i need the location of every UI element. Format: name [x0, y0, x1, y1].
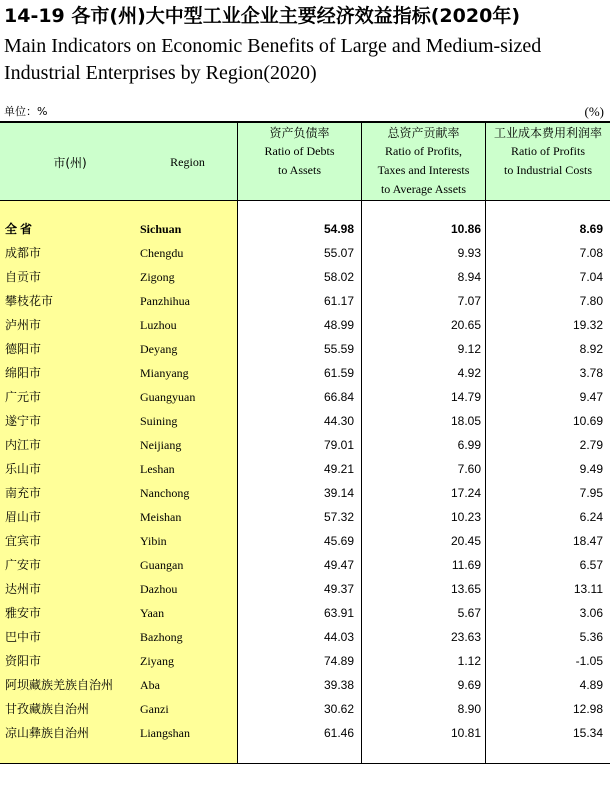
- row-region-chinese: 宜宾市: [5, 534, 42, 548]
- row-region-chinese: 南充市: [5, 486, 42, 500]
- row-contribution-ratio: 1.12: [457, 654, 481, 668]
- row-contribution-ratio: 18.05: [450, 414, 481, 428]
- table-row: [0, 673, 610, 697]
- row-profit-ratio: 13.11: [573, 582, 603, 596]
- row-contribution-ratio: 6.99: [457, 438, 481, 452]
- header-debt-ratio: [238, 124, 361, 180]
- table-bottom-rule: [0, 763, 610, 764]
- row-debt-ratio: 61.17: [323, 294, 354, 308]
- page-title-english-line-1: Main Indicators on Economic Benefits of Large and Medium-sized: [4, 35, 542, 57]
- row-contribution-ratio: 7.07: [457, 294, 481, 308]
- header-debt-ratio-english: Ratio of Debts to Assets: [264, 144, 335, 177]
- row-profit-ratio: 5.36: [579, 630, 603, 644]
- row-profit-ratio: 8.69: [579, 222, 603, 236]
- row-contribution-ratio: 5.67: [457, 606, 481, 620]
- row-region-chinese: 阿坝藏族羌族自治州: [5, 678, 114, 692]
- row-contribution-ratio: 20.45: [450, 534, 481, 548]
- row-region-english: Aba: [140, 678, 160, 692]
- table-row: [0, 457, 610, 481]
- row-contribution-ratio: 9.93: [457, 246, 481, 260]
- row-region-english: Mianyang: [140, 366, 189, 380]
- header-contribution-ratio: [362, 124, 485, 199]
- row-contribution-ratio: 20.65: [450, 318, 481, 332]
- table-body: [0, 217, 610, 745]
- row-region-english: Yibin: [140, 534, 167, 548]
- table-row: [0, 409, 610, 433]
- table-row: [0, 553, 610, 577]
- row-region-english: Leshan: [140, 462, 175, 476]
- row-debt-ratio: 61.59: [323, 366, 354, 380]
- row-debt-ratio: 39.14: [323, 486, 354, 500]
- row-profit-ratio: 7.80: [579, 294, 603, 308]
- unit-label-english: (%): [584, 104, 604, 119]
- row-region-english: Deyang: [140, 342, 178, 356]
- row-debt-ratio: 74.89: [323, 654, 354, 668]
- row-debt-ratio: 61.46: [323, 726, 354, 740]
- row-contribution-ratio: 7.60: [457, 462, 481, 476]
- row-contribution-ratio: 9.69: [457, 678, 481, 692]
- row-region-chinese: 甘孜藏族自治州: [5, 702, 90, 716]
- table-row: [0, 361, 610, 385]
- row-region-english: Chengdu: [140, 246, 184, 260]
- table-row: [0, 697, 610, 721]
- row-region-english: Guangan: [140, 558, 184, 572]
- table-row-province-total: [0, 217, 610, 241]
- row-profit-ratio: 15.34: [572, 726, 603, 740]
- row-debt-ratio: 54.98: [323, 222, 354, 236]
- row-contribution-ratio: 10.86: [450, 222, 481, 236]
- row-region-english: Luzhou: [140, 318, 177, 332]
- row-region-chinese: 攀枝花市: [5, 294, 54, 308]
- row-region-chinese: 乐山市: [5, 462, 42, 476]
- row-debt-ratio: 44.30: [323, 414, 354, 428]
- row-debt-ratio: 30.62: [323, 702, 354, 716]
- row-contribution-ratio: 11.69: [451, 558, 481, 572]
- header-profit-ratio: [486, 124, 610, 180]
- table-row: [0, 241, 610, 265]
- table-row: [0, 433, 610, 457]
- row-region-english: Ganzi: [140, 702, 169, 716]
- row-region-chinese: 内江市: [5, 438, 42, 452]
- row-profit-ratio: 6.24: [579, 510, 603, 524]
- row-region-english: Bazhong: [140, 630, 183, 644]
- row-region-chinese: 眉山市: [5, 510, 42, 524]
- table-row: [0, 721, 610, 745]
- row-debt-ratio: 57.32: [323, 510, 354, 524]
- table-row: [0, 577, 610, 601]
- row-debt-ratio: 48.99: [323, 318, 354, 332]
- row-contribution-ratio: 13.65: [450, 582, 481, 596]
- row-region-english: Nanchong: [140, 486, 190, 500]
- row-region-english: Yaan: [140, 606, 165, 620]
- row-profit-ratio: 4.89: [579, 678, 603, 692]
- header-city-chinese: 市(州): [53, 156, 87, 170]
- row-region-chinese: 自贡市: [5, 270, 42, 284]
- row-contribution-ratio: 23.63: [450, 630, 481, 644]
- row-debt-ratio: 55.59: [323, 342, 354, 356]
- table-row: [0, 385, 610, 409]
- row-profit-ratio: 9.47: [579, 390, 603, 404]
- row-profit-ratio: 7.95: [579, 486, 603, 500]
- row-region-chinese: 达州市: [5, 582, 42, 596]
- page-title-chinese: 14-19 各市(州)大中型工业企业主要经济效益指标(2020年): [4, 5, 520, 27]
- table-row: [0, 601, 610, 625]
- unit-label: 单位：%: [4, 105, 48, 118]
- row-debt-ratio: 66.84: [323, 390, 354, 404]
- row-region-chinese: 凉山彝族自治州: [5, 726, 90, 740]
- row-region-english: Panzhihua: [140, 294, 190, 308]
- row-region-chinese: 全省: [5, 222, 36, 236]
- row-region-english: Meishan: [140, 510, 182, 524]
- row-contribution-ratio: 14.79: [450, 390, 481, 404]
- row-profit-ratio: 8.92: [579, 342, 603, 356]
- header-profit-ratio-english: Ratio of Profits to Industrial Costs: [503, 144, 592, 177]
- header-profit-ratio-chinese: 工业成本费用利润率: [493, 126, 602, 140]
- table-row: [0, 313, 610, 337]
- table-row: [0, 265, 610, 289]
- row-region-chinese: 成都市: [5, 246, 42, 260]
- page-title-english-line-2: Industrial Enterprises by Region(2020): [4, 62, 317, 84]
- row-contribution-ratio: 9.12: [457, 342, 481, 356]
- table-row: [0, 289, 610, 313]
- row-profit-ratio: 19.32: [572, 318, 603, 332]
- table-header-rule: [0, 200, 610, 201]
- header-debt-ratio-chinese: 资产负债率: [269, 126, 330, 140]
- row-debt-ratio: 79.01: [323, 438, 354, 452]
- row-profit-ratio: 9.49: [579, 462, 603, 476]
- row-region-chinese: 泸州市: [5, 318, 42, 332]
- header-region-english: Region: [170, 155, 205, 169]
- row-debt-ratio: 58.02: [323, 270, 354, 284]
- row-region-english: Suining: [140, 414, 178, 428]
- table-row: [0, 337, 610, 361]
- table-row: [0, 529, 610, 553]
- row-region-english: Ziyang: [140, 654, 174, 668]
- row-profit-ratio: 10.69: [572, 414, 603, 428]
- row-profit-ratio: 2.79: [579, 438, 603, 452]
- row-region-chinese: 巴中市: [5, 630, 42, 644]
- row-contribution-ratio: 10.23: [450, 510, 481, 524]
- row-debt-ratio: 45.69: [323, 534, 354, 548]
- row-region-chinese: 广元市: [5, 390, 42, 404]
- row-region-english: Neijiang: [140, 438, 182, 452]
- table-row: [0, 649, 610, 673]
- row-debt-ratio: 44.03: [323, 630, 354, 644]
- row-profit-ratio: 3.78: [579, 366, 603, 380]
- table-row: [0, 505, 610, 529]
- header-contribution-ratio-english: Ratio of Profits, Taxes and Interests to Average Assets: [377, 144, 470, 196]
- row-debt-ratio: 49.21: [323, 462, 354, 476]
- row-region-english: Liangshan: [140, 726, 190, 740]
- row-contribution-ratio: 8.90: [457, 702, 481, 716]
- row-debt-ratio: 49.37: [323, 582, 354, 596]
- table-row: [0, 481, 610, 505]
- row-region-chinese: 资阳市: [5, 654, 42, 668]
- row-contribution-ratio: 4.92: [457, 366, 481, 380]
- row-debt-ratio: 49.47: [323, 558, 354, 572]
- row-profit-ratio: -1.05: [575, 654, 603, 668]
- row-region-chinese: 遂宁市: [5, 414, 42, 428]
- row-region-chinese: 绵阳市: [5, 366, 42, 380]
- row-debt-ratio: 55.07: [323, 246, 354, 260]
- row-profit-ratio: 7.04: [579, 270, 603, 284]
- row-region-chinese: 广安市: [5, 558, 42, 572]
- row-region-english: Zigong: [140, 270, 175, 284]
- row-debt-ratio: 39.38: [323, 678, 354, 692]
- row-profit-ratio: 7.08: [579, 246, 603, 260]
- header-contribution-ratio-chinese: 总资产贡献率: [387, 126, 460, 140]
- row-profit-ratio: 12.98: [572, 702, 603, 716]
- row-profit-ratio: 18.47: [572, 534, 603, 548]
- table-row: [0, 625, 610, 649]
- row-contribution-ratio: 17.24: [450, 486, 481, 500]
- row-profit-ratio: 6.57: [579, 558, 603, 572]
- row-profit-ratio: 3.06: [579, 606, 603, 620]
- row-contribution-ratio: 8.94: [457, 270, 481, 284]
- row-contribution-ratio: 10.81: [450, 726, 481, 740]
- row-debt-ratio: 63.91: [323, 606, 354, 620]
- row-region-chinese: 德阳市: [5, 342, 42, 356]
- row-region-english: Guangyuan: [140, 390, 196, 404]
- row-region-english: Dazhou: [140, 582, 178, 596]
- row-region-english: Sichuan: [140, 222, 182, 236]
- row-region-chinese: 雅安市: [5, 606, 42, 620]
